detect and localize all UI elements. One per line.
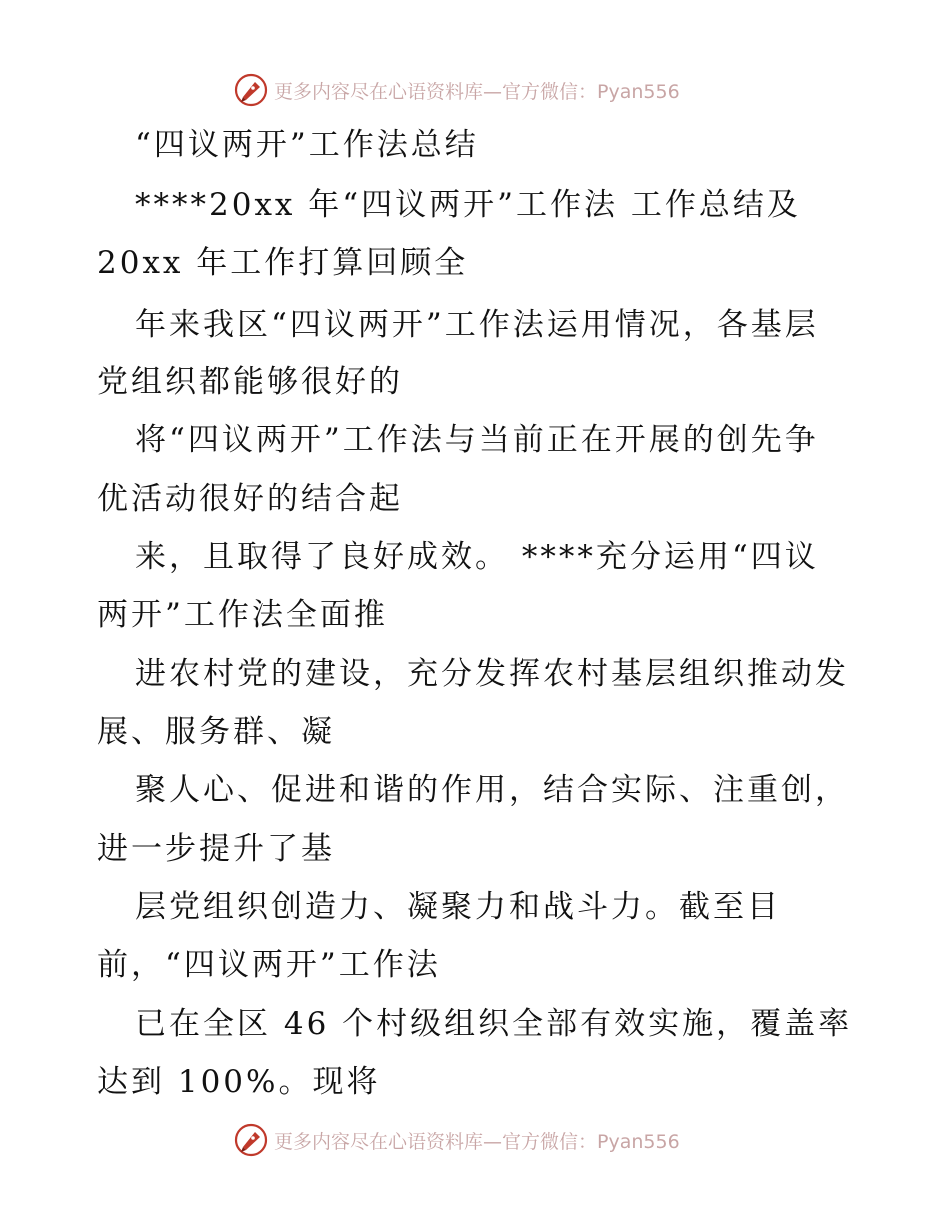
watermark-group [234, 70, 680, 110]
document-title: “四议两开”工作法总结 [135, 127, 479, 163]
text-line: 党组织都能够很好的 [97, 364, 403, 400]
text-line: 展、服务群、凝 [97, 714, 335, 750]
text-line: 已在全区 46 个村级组织全部有效实施，覆盖率 [135, 1006, 853, 1042]
watermark-text: 更多内容尽在心语资料库—官方微信：Pyan556 [274, 1130, 680, 1153]
text-line: 将“四议两开”工作法与当前正在开展的创先争 [135, 422, 819, 458]
footer-watermark [0, 1120, 950, 1160]
text-line: 层党组织创造力、凝聚力和战斗力。截至目 [135, 889, 781, 925]
text-line: 来，且取得了良好成效。 ****充分运用“四议 [135, 539, 819, 575]
pen-nib-logo-icon [234, 1123, 268, 1157]
text-line: 达到 100%。现将 [97, 1064, 381, 1100]
text-line: 进农村党的建设，充分发挥农村基层组织推动发 [135, 656, 849, 692]
text-line: ****20xx 年“四议两开”工作法 工作总结及 [135, 187, 801, 223]
text-line: 优活动很好的结合起 [97, 481, 403, 517]
text-line: 前，“四议两开”工作法 [97, 947, 441, 983]
watermark-text: 更多内容尽在心语资料库—官方微信：Pyan556 [274, 80, 680, 103]
text-line: 聚人心、促进和谐的作用，结合实际、注重创， [135, 772, 849, 808]
watermark-group [234, 1120, 680, 1160]
text-line: 20xx 年工作打算回顾全 [97, 245, 469, 281]
pen-nib-logo-icon [234, 73, 268, 107]
text-line: 两开”工作法全面推 [97, 597, 388, 633]
text-line: 进一步提升了基 [97, 831, 335, 867]
text-line: 年来我区“四议两开”工作法运用情况，各基层 [135, 307, 819, 343]
header-watermark [0, 70, 950, 110]
